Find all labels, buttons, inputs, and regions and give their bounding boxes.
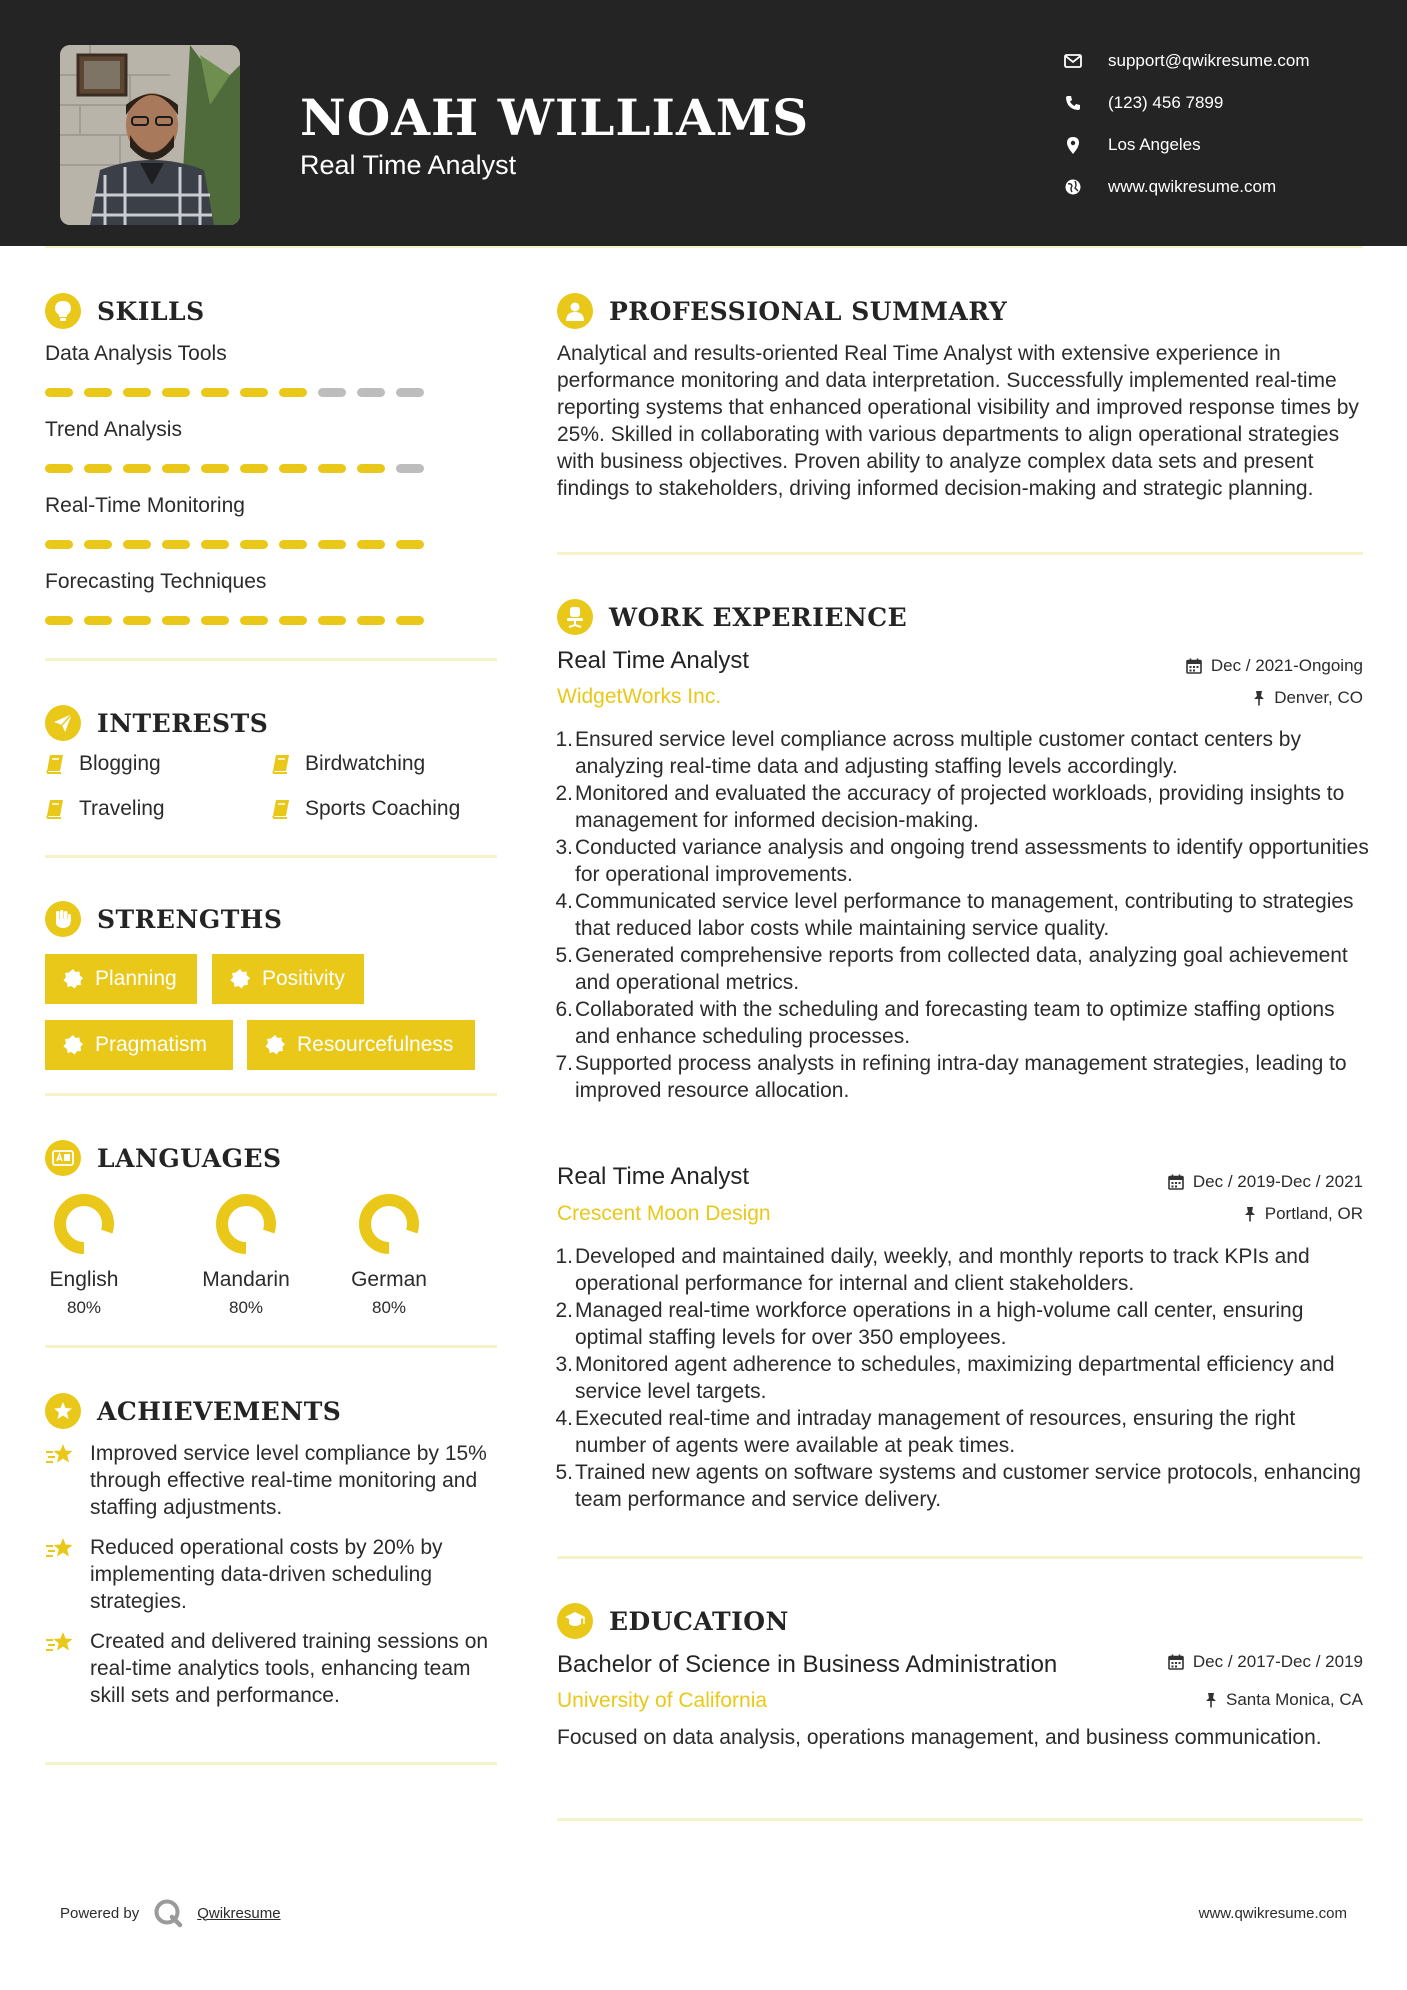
skill-dash-filled <box>45 388 73 397</box>
language-item <box>334 1192 444 1318</box>
achievement-text: Improved service level compliance by 15% through effective real-time monitoring and staffing adjustments. <box>90 1442 487 1519</box>
responsibility-item <box>557 1050 1372 1104</box>
book-icon <box>271 799 291 819</box>
contact-website[interactable] <box>1064 166 1394 208</box>
book-icon <box>271 754 291 774</box>
responsibility-item <box>557 1351 1372 1405</box>
responsibility-item <box>557 1459 1372 1513</box>
skill-dash-filled <box>279 616 307 625</box>
education-date-text: Dec / 2017-Dec / 2019 <box>1192 1652 1363 1671</box>
section-divider <box>45 1093 497 1096</box>
section-divider <box>45 1762 497 1765</box>
responsibility-number: 4. <box>555 1407 573 1430</box>
skill-dash-filled <box>240 388 268 397</box>
section-divider <box>45 658 497 661</box>
interests-heading <box>45 705 268 741</box>
responsibility-text: Generated comprehensive reports from collected data, analyzing goal achievement and operational metrics. <box>575 944 1348 994</box>
skill-dash-filled <box>162 388 190 397</box>
skill-dash-filled <box>123 616 151 625</box>
contact-email-text: support@qwikresume.com <box>1108 51 1310 70</box>
skill-dash-filled <box>45 464 73 473</box>
candidate-name: NOAH WILLIAMS <box>300 88 810 147</box>
contact-website-text: www.qwikresume.com <box>1108 177 1277 196</box>
responsibility-text: Developed and maintained daily, weekly, and monthly reports to track KPIs and operational performance for internal and client stakeholders. <box>575 1245 1310 1295</box>
achievement-text: Reduced operational costs by 20% by implementing data-driven scheduling strategies. <box>90 1536 443 1613</box>
responsibility-text: Executed real-time and intraday management of resources, ensuring the right number of agents were available at peak times. <box>575 1407 1296 1457</box>
skill-dash-filled <box>201 616 229 625</box>
skills-heading <box>45 293 205 329</box>
skill-dash-empty <box>318 388 346 397</box>
shooting-star-icon <box>45 1630 77 1656</box>
degree-title: Bachelor of Science in Business Administration <box>557 1651 1058 1678</box>
skill-dash-filled <box>201 388 229 397</box>
responsibility-number: 2. <box>555 1299 573 1322</box>
responsibility-text: Managed real-time workforce operations in a high-volume call center, ensuring optimal staffing levels for over 350 employees. <box>575 1299 1304 1349</box>
responsibility-text: Supported process analysts in refining intra-day management strategies, leading to improved resource allocation. <box>575 1052 1347 1102</box>
skill-dash-filled <box>84 464 112 473</box>
skill-dash-filled <box>162 464 190 473</box>
responsibility-number: 4. <box>555 890 573 913</box>
interest-item <box>45 797 165 821</box>
responsibility-text: Collaborated with the scheduling and forecasting team to optimize staffing options and enhance scheduling processes. <box>575 998 1335 1048</box>
section-divider <box>45 1345 497 1348</box>
language-name: English <box>49 1268 119 1291</box>
skill-dash-filled <box>123 388 151 397</box>
skill-dash-filled <box>201 464 229 473</box>
skill-dash-filled <box>240 616 268 625</box>
achievement-item <box>45 1534 505 1615</box>
responsibility-text: Ensured service level compliance across multiple customer contact centers by analyzing real-time data and adjusting staffing levels accordingly. <box>575 728 1301 778</box>
responsibility-item <box>557 726 1372 780</box>
language-ring-arc <box>365 1200 413 1248</box>
header-divider <box>45 246 1363 248</box>
skill-dash-filled <box>162 616 190 625</box>
responsibility-item <box>557 1405 1372 1459</box>
contact-email[interactable] <box>1064 40 1394 82</box>
job-date-text: Dec / 2021-Ongoing <box>1210 656 1363 675</box>
strength-tag <box>247 1020 475 1070</box>
strength-label: Planning <box>95 967 177 990</box>
skill-dash-empty <box>396 464 424 473</box>
experience-heading <box>557 599 907 635</box>
experience-title: WORK EXPERIENCE <box>609 602 908 632</box>
responsibility-item <box>557 1243 1372 1297</box>
contact-location <box>1064 124 1394 166</box>
language-progress-ring <box>357 1192 421 1256</box>
skill-dash-empty <box>357 388 385 397</box>
pushpin-icon <box>1253 690 1265 706</box>
graduate-icon <box>557 1603 593 1639</box>
skill-dash-filled <box>240 540 268 549</box>
contact-list <box>1064 40 1394 208</box>
map-pin-icon <box>1064 136 1082 154</box>
pushpin-icon <box>1244 1206 1256 1222</box>
languages-heading <box>45 1140 282 1176</box>
summary-heading <box>557 293 1007 329</box>
paper-plane-icon <box>45 705 81 741</box>
language-name: German <box>351 1268 427 1291</box>
school-name: University of California <box>557 1689 768 1712</box>
strength-tag <box>45 1020 233 1070</box>
achievements-title: ACHIEVEMENTS <box>97 1396 342 1426</box>
skill-level-bar <box>45 388 445 397</box>
strengths-heading <box>45 901 282 937</box>
education-date <box>1168 1652 1363 1672</box>
skill-dash-filled <box>45 616 73 625</box>
language-percent: 80% <box>228 1298 264 1317</box>
responsibility-number: 5. <box>555 1461 573 1484</box>
skills-title: SKILLS <box>97 296 205 326</box>
skill-dash-filled <box>45 540 73 549</box>
skill-name: Data Analysis Tools <box>45 342 227 365</box>
skill-dash-filled <box>318 464 346 473</box>
section-divider <box>557 1818 1363 1821</box>
education-heading <box>557 1603 789 1639</box>
responsibility-text: Trained new agents on software systems and customer service protocols, enhancing team performance and service delivery. <box>575 1461 1361 1511</box>
lightbulb-icon <box>45 293 81 329</box>
calendar-icon <box>1168 1654 1184 1670</box>
skill-item <box>45 342 445 397</box>
language-percent: 80% <box>371 1298 407 1317</box>
achievement-text: Created and delivered training sessions on real-time analytics tools, enhancing team skill sets and performance. <box>90 1630 489 1707</box>
skill-dash-filled <box>318 540 346 549</box>
language-icon <box>45 1140 81 1176</box>
job-location <box>1253 688 1363 708</box>
job-title: Real Time Analyst <box>557 1163 750 1190</box>
skill-dash-filled <box>84 540 112 549</box>
candidate-title: Real Time Analyst <box>300 150 517 180</box>
strengths-title: STRENGTHS <box>97 904 283 934</box>
achievement-item <box>45 1628 505 1709</box>
office-chair-icon <box>557 599 593 635</box>
skill-dash-filled <box>279 464 307 473</box>
skill-dash-filled <box>357 540 385 549</box>
responsibility-item <box>557 1297 1372 1351</box>
responsibility-number: 2. <box>555 782 573 805</box>
book-icon <box>45 799 65 819</box>
phone-icon <box>1064 94 1082 112</box>
language-name: Mandarin <box>202 1268 290 1291</box>
qwikresume-logo-icon <box>153 1898 183 1928</box>
footer-branding <box>60 1898 281 1928</box>
language-percent: 80% <box>66 1298 102 1317</box>
skill-dash-filled <box>396 540 424 549</box>
responsibility-number: 6. <box>555 998 573 1021</box>
calendar-icon <box>1168 1174 1184 1190</box>
job-location-text: Denver, CO <box>1274 688 1363 707</box>
responsibility-text: Monitored agent adherence to schedules, maximizing departmental efficiency and service level targets. <box>575 1353 1335 1403</box>
interests-title: INTERESTS <box>97 708 269 738</box>
job-title: Real Time Analyst <box>557 647 750 674</box>
profile-photo <box>60 45 240 225</box>
achievements-heading <box>45 1393 341 1429</box>
responsibility-item <box>557 942 1372 996</box>
skill-dash-filled <box>357 616 385 625</box>
responsibility-item <box>557 834 1372 888</box>
job-company: Crescent Moon Design <box>557 1202 771 1225</box>
skill-level-bar <box>45 616 445 625</box>
skill-dash-filled <box>123 540 151 549</box>
language-item <box>191 1192 301 1318</box>
shooting-star-icon <box>45 1442 77 1468</box>
responsibility-number: 3. <box>555 1353 573 1376</box>
responsibility-text: Conducted variance analysis and ongoing trend assessments to identify opportunities for operational improvements. <box>575 836 1369 886</box>
badge-icon <box>63 969 83 989</box>
skill-dash-filled <box>357 464 385 473</box>
shooting-star-icon <box>45 1536 77 1562</box>
interest-label: Blogging <box>79 752 161 775</box>
pushpin-icon <box>1205 1692 1217 1708</box>
summary-title: PROFESSIONAL SUMMARY <box>609 296 1008 326</box>
powered-by-label: Powered by <box>60 1904 140 1922</box>
responsibility-number: 1. <box>555 1245 573 1268</box>
languages-title: LANGUAGES <box>97 1143 282 1173</box>
contact-phone[interactable] <box>1064 82 1394 124</box>
skill-item <box>45 494 445 549</box>
user-icon <box>557 293 593 329</box>
envelope-icon <box>1064 52 1082 70</box>
responsibility-text: Monitored and evaluated the accuracy of projected workloads, providing insights to management for informed decision-making. <box>575 782 1345 832</box>
job-date <box>1186 656 1363 676</box>
responsibility-item <box>557 996 1372 1050</box>
skill-item <box>45 418 445 473</box>
education-location <box>1205 1690 1363 1710</box>
skill-dash-filled <box>279 540 307 549</box>
badge-icon <box>265 1035 285 1055</box>
job-company: WidgetWorks Inc. <box>557 685 722 708</box>
summary-text: Analytical and results-oriented Real Time Analyst with extensive experience in performance monitoring and data interpretation. Successfully implemented real-time reporting systems that enhanced operational visibility and improved response times by 25%. Skilled in collaborating with various departments to align operational strategies with business objectives. Proven ability to analyze complex data sets and present findings to stakeholders, driving informed decision-making and strategic planning. <box>557 342 1359 500</box>
skill-name: Forecasting Techniques <box>45 570 267 593</box>
achievement-item <box>45 1440 505 1521</box>
strength-label: Resourcefulness <box>297 1033 454 1056</box>
interest-label: Sports Coaching <box>305 797 461 820</box>
job-responsibilities <box>557 1243 1372 1513</box>
language-item <box>29 1192 139 1318</box>
skill-dash-filled <box>279 388 307 397</box>
section-divider <box>557 1556 1363 1559</box>
skill-dash-filled <box>162 540 190 549</box>
language-ring-arc <box>222 1200 270 1248</box>
skill-level-bar <box>45 540 445 549</box>
job-responsibilities <box>557 726 1372 1104</box>
badge-icon <box>230 969 250 989</box>
job-location <box>1244 1204 1363 1224</box>
contact-location-text: Los Angeles <box>1108 135 1201 154</box>
skill-dash-filled <box>84 388 112 397</box>
book-icon <box>45 754 65 774</box>
section-divider <box>45 855 497 858</box>
job-date-text: Dec / 2019-Dec / 2021 <box>1192 1172 1363 1191</box>
star-badge-icon <box>45 1393 81 1429</box>
language-progress-ring <box>214 1192 278 1256</box>
skill-name: Real-Time Monitoring <box>45 494 245 517</box>
skill-dash-filled <box>84 616 112 625</box>
strength-tag <box>212 954 364 1004</box>
interest-item <box>271 797 460 821</box>
skill-dash-empty <box>396 388 424 397</box>
job-location-text: Portland, OR <box>1264 1204 1363 1223</box>
skill-item <box>45 570 445 625</box>
interest-item <box>45 752 161 776</box>
skill-dash-filled <box>123 464 151 473</box>
responsibility-item <box>557 888 1372 942</box>
education-location-text: Santa Monica, CA <box>1225 1690 1363 1709</box>
responsibility-number: 1. <box>555 728 573 751</box>
responsibility-text: Communicated service level performance to management, contributing to strategies that reduced labor costs while maintaining service quality. <box>575 890 1354 940</box>
skill-dash-filled <box>318 616 346 625</box>
skill-dash-filled <box>201 540 229 549</box>
education-description: Focused on data analysis, operations management, and business communication. <box>557 1726 1322 1749</box>
footer-url[interactable]: www.qwikresume.com <box>1198 1905 1347 1922</box>
education-title: EDUCATION <box>609 1606 789 1636</box>
responsibility-item <box>557 780 1372 834</box>
strength-label: Pragmatism <box>95 1033 208 1056</box>
resume-header <box>0 0 1407 246</box>
skill-dash-filled <box>396 616 424 625</box>
strength-tag <box>45 954 197 1004</box>
contact-phone-text: (123) 456 7899 <box>1108 93 1224 112</box>
fist-icon <box>45 901 81 937</box>
job-date <box>1168 1172 1363 1192</box>
interest-item <box>271 752 425 776</box>
language-progress-ring <box>52 1192 116 1256</box>
responsibility-number: 5. <box>555 944 573 967</box>
globe-icon <box>1064 178 1082 196</box>
skill-dash-filled <box>240 464 268 473</box>
responsibility-number: 3. <box>555 836 573 859</box>
qwikresume-link[interactable]: Qwikresume <box>197 1904 281 1922</box>
skill-name: Trend Analysis <box>45 418 182 441</box>
interest-label: Traveling <box>79 797 165 820</box>
badge-icon <box>63 1035 83 1055</box>
language-ring-arc <box>60 1200 108 1248</box>
calendar-icon <box>1186 658 1202 674</box>
strength-label: Positivity <box>262 967 345 990</box>
interest-label: Birdwatching <box>305 752 426 775</box>
responsibility-number: 7. <box>555 1052 573 1075</box>
section-divider <box>557 552 1363 555</box>
skill-level-bar <box>45 464 445 473</box>
